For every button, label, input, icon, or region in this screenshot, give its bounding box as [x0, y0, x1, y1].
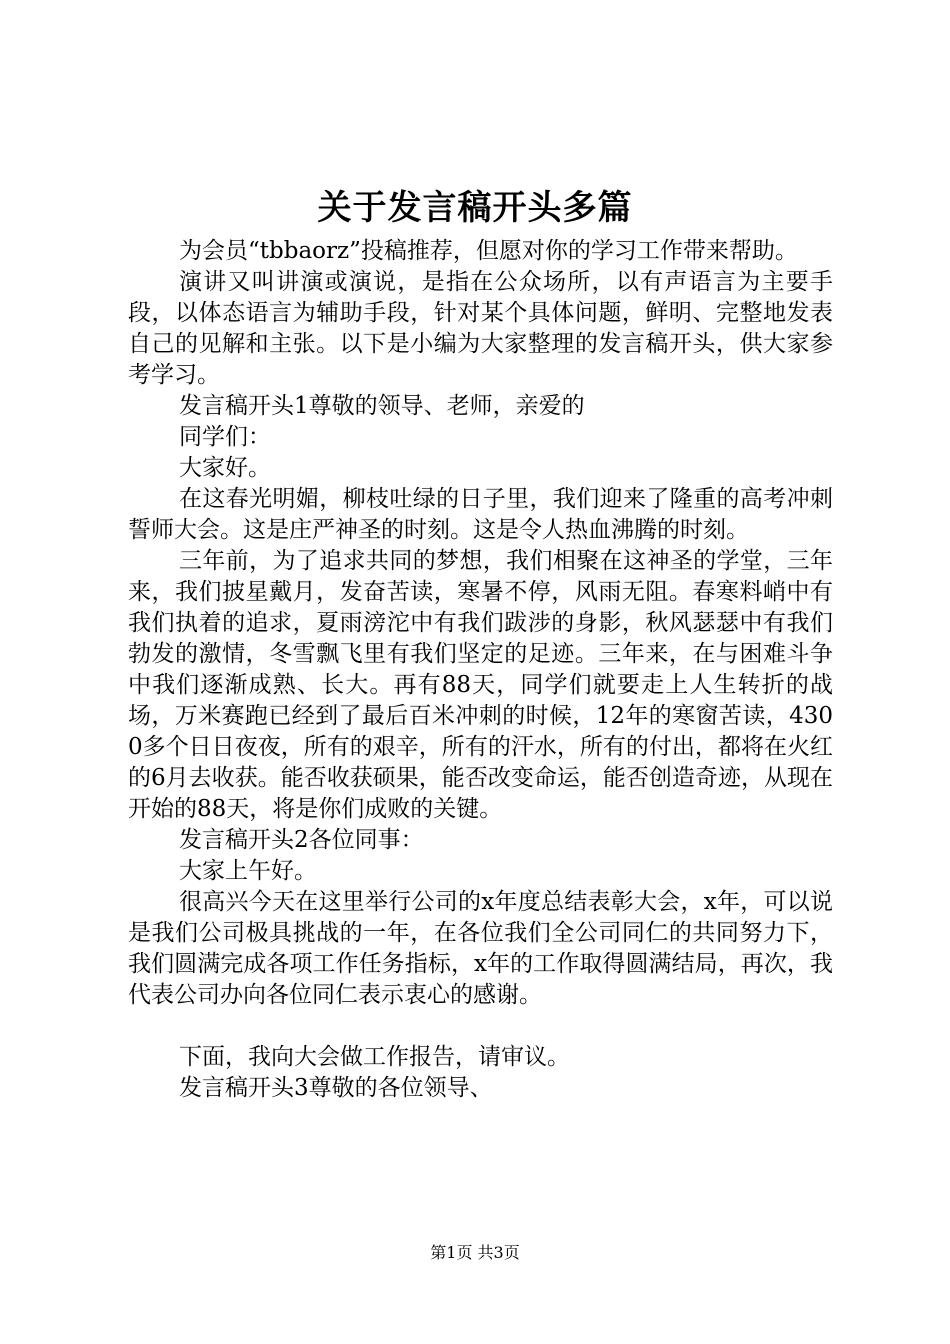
- paragraph-opening-2-greeting: 大家上午好。: [179, 858, 317, 884]
- paragraph-opening-1-salutation: 同学们：: [179, 424, 271, 450]
- paragraph-opening-1-body-b: 三年前，为了追求共同的梦想，我们相聚在这神圣的学堂，三年来，我们披星戴月，发奋苦读，寒暑不停，风雨无阻。春寒料峭中有我们执着的追求，夏雨滂沱中有我们跋涉的身影，秋风瑟瑟中有我们勃发的激情，冬雪飘飞里有我们坚定的足迹。三年来，在与困难斗争中我们逐渐成熟、长大。再有88天，同学们就要走上人生转折的战场，万米赛跑已经到了最后百米冲刺的时候，12年的寒窗苦读，4300多个日日夜夜，所有的艰辛，所有的汗水，所有的付出，都将在火红的6月去收获。能否收获硕果，能否改变命运，能否创造奇迹，从现在开始的88天，将是你们成败的关键。: [128, 548, 833, 822]
- paragraph-opening-1-greeting: 大家好。: [179, 455, 271, 481]
- paragraph-opening-3-heading: 发言稿开头3尊敬的各位领导、: [179, 1075, 493, 1101]
- paragraph-opening-2-heading: 发言稿开头2各位同事：: [179, 827, 424, 853]
- paragraph-opening-1-body-a: 在这春光明媚，柳枝吐绿的日子里，我们迎来了隆重的高考冲刺誓师大会。这是庄严神圣的时刻。这是令人热血沸腾的时刻。: [128, 486, 833, 543]
- page-footer: 第1页 共3页: [430, 1243, 520, 1262]
- paragraph-recommendation: 为会员“tbbaorz”投稿推荐，但愿对你的学习工作带来帮助。: [179, 238, 798, 264]
- paragraph-intro: 演讲又叫讲演或演说，是指在公众场所，以有声语言为主要手段，以体态语言为辅助手段，针对某个具体问题，鲜明、完整地发表自己的见解和主张。以下是小编为大家整理的发言稿开头，供大家参考学习。: [128, 269, 833, 388]
- paragraph-opening-2-body: 很高兴今天在这里举行公司的x年度总结表彰大会，x年，可以说是我们公司极具挑战的一年，在各位我们全公司同仁的共同努力下，我们圆满完成各项工作任务指标，x年的工作取得圆满结局，再次，我代表公司办向各位同仁表示衷心的感谢。: [128, 889, 833, 1008]
- document-title: 关于发言稿开头多篇: [317, 188, 633, 228]
- paragraph-opening-1-heading: 发言稿开头1尊敬的领导、老师，亲爱的: [179, 393, 585, 419]
- document-body: [128, 236, 833, 1104]
- paragraph-opening-2-report: 下面，我向大会做工作报告，请审议。: [179, 1044, 570, 1070]
